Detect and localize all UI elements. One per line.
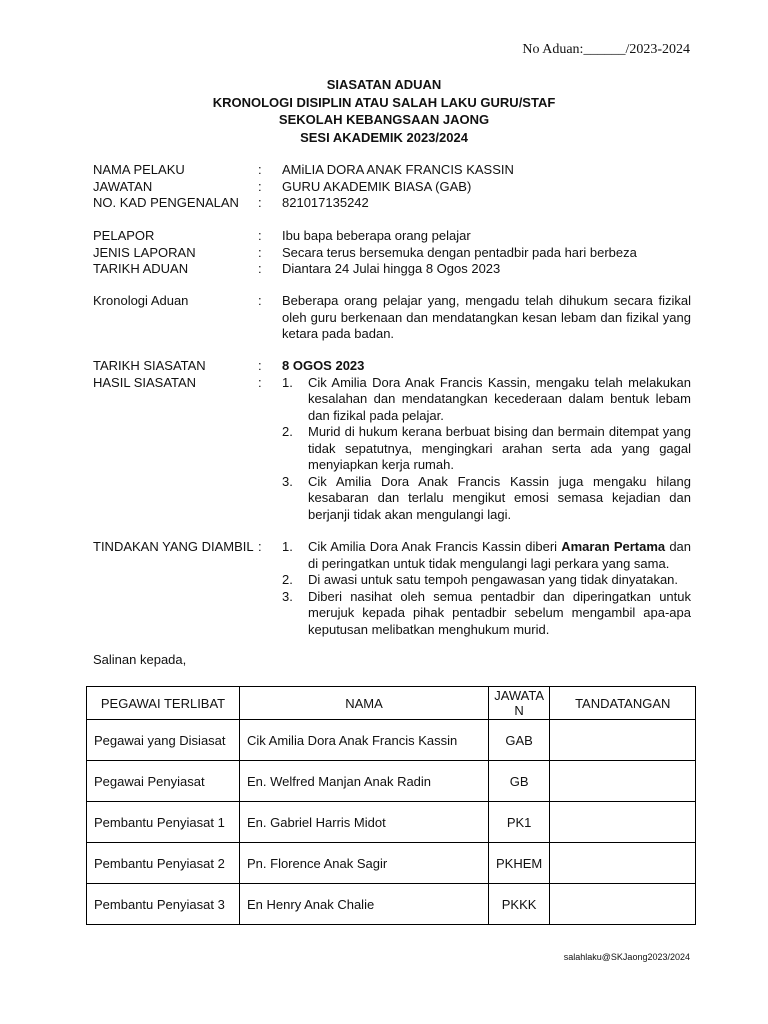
list-item bbox=[282, 572, 691, 589]
action-taken bbox=[93, 539, 691, 638]
warning-emphasis: Amaran Pertama bbox=[561, 539, 666, 554]
field-label: JAWATAN bbox=[93, 178, 153, 194]
item-text: Cik Amilia Dora Anak Francis Kassin juga mengaku hilang kesabaran dan terlalu mengikut emosi semasa kejadian dan berjanji tidak akan mengulangi lagi. bbox=[308, 473, 691, 522]
table-cell: PK1 bbox=[489, 802, 550, 843]
field-value: 821017135242 bbox=[282, 195, 369, 210]
item-number: 1. bbox=[282, 374, 293, 390]
list-item bbox=[282, 375, 691, 425]
table-cell: GAB bbox=[489, 720, 550, 761]
signature-cell[interactable] bbox=[550, 802, 696, 843]
header-subtitle: KRONOLOGI DISIPLIN ATAU SALAH LAKU GURU/STAF bbox=[212, 94, 556, 110]
item-number: 3. bbox=[282, 473, 293, 489]
list-item bbox=[282, 589, 691, 639]
item-number: 3. bbox=[282, 588, 293, 604]
field-colon: : bbox=[258, 228, 262, 243]
field-jenis-laporan bbox=[93, 245, 691, 262]
field-value: AMiLIA DORA ANAK FRANCIS KASSIN bbox=[282, 162, 514, 177]
table-cell: Pegawai Penyiasat bbox=[87, 761, 240, 802]
field-label: PELAPOR bbox=[93, 228, 155, 243]
findings-list bbox=[282, 375, 691, 524]
table-cell: Pembantu Penyiasat 3 bbox=[87, 884, 240, 925]
field-label: TARIKH ADUAN bbox=[93, 261, 189, 276]
table-row bbox=[87, 843, 696, 884]
field-value: Diantara 24 Julai hingga 8 Ogos 2023 bbox=[282, 261, 501, 276]
item-text: Murid di hukum kerana berbuat bising dan bermain ditempat yang tidak sepatutnya, mengingkari arahan serta ada yang gagal menyiapkan kerja rumah. bbox=[308, 424, 691, 472]
signature-cell[interactable] bbox=[550, 720, 696, 761]
signature-cell[interactable] bbox=[550, 843, 696, 884]
report-info bbox=[93, 228, 691, 278]
item-number: 2. bbox=[282, 424, 293, 439]
table-row bbox=[87, 802, 696, 843]
document-header bbox=[0, 76, 768, 146]
item-number: 1. bbox=[282, 539, 293, 554]
item-text bbox=[308, 539, 691, 572]
item-text-part: Cik Amilia Dora Anak Francis Kassin diberi bbox=[308, 539, 562, 554]
field-kad-pengenalan bbox=[93, 195, 691, 212]
column-header: NAMA bbox=[240, 687, 489, 720]
column-header: JAWATA N bbox=[489, 687, 550, 720]
field-colon: : bbox=[258, 358, 262, 373]
field-colon: : bbox=[258, 293, 262, 308]
header-title: SIASATAN ADUAN bbox=[326, 77, 442, 92]
actions-list bbox=[282, 539, 691, 638]
table-row bbox=[87, 761, 696, 802]
header-school: SEKOLAH KEBANGSAAN JAONG bbox=[278, 112, 490, 127]
column-header: PEGAWAI TERLIBAT bbox=[87, 687, 240, 720]
offender-info bbox=[93, 162, 691, 212]
field-label: Kronologi Aduan bbox=[93, 293, 189, 308]
field-pelapor bbox=[93, 228, 691, 245]
field-nama-pelaku bbox=[93, 162, 691, 179]
field-jawatan bbox=[93, 179, 691, 196]
table-cell: PKHEM bbox=[489, 843, 550, 884]
officers-table bbox=[86, 686, 696, 925]
field-tindakan bbox=[93, 539, 691, 638]
field-hasil-siasatan bbox=[93, 375, 691, 524]
item-text: Cik Amilia Dora Anak Francis Kassin, mengaku telah melakukan kesalahan dan mendatangkan kecederaan dalam bentuk lebam dan fizikal pada pelajar. bbox=[308, 374, 691, 423]
field-tarikh-siasatan bbox=[93, 358, 691, 375]
item-text: Di awasi untuk satu tempoh pengawasan yang tidak dinyatakan. bbox=[308, 572, 679, 587]
field-label: NO. KAD PENGENALAN bbox=[93, 195, 239, 210]
list-item bbox=[282, 539, 691, 572]
field-colon: : bbox=[258, 374, 262, 390]
field-label: NAMA PELAKU bbox=[93, 162, 185, 177]
table-cell: Pn. Florence Anak Sagir bbox=[240, 843, 489, 884]
field-value: Beberapa orang pelajar yang, mengadu telah dihukum secara fizikal oleh guru berkenaan dan mendatangkan kesan lebam dan fizikal yang ketara pada badan. bbox=[282, 293, 691, 341]
signature-cell[interactable] bbox=[550, 884, 696, 925]
complaint-number: No Aduan:______/2023-2024 bbox=[522, 42, 690, 57]
column-header: TANDATANGAN bbox=[550, 687, 696, 720]
table-header-row bbox=[87, 687, 696, 720]
table-cell: PKKK bbox=[489, 884, 550, 925]
list-item bbox=[282, 474, 691, 524]
table-cell: En Henry Anak Chalie bbox=[240, 884, 489, 925]
item-number: 2. bbox=[282, 572, 293, 587]
footer-reference: salahlaku@SKJaong2023/2024 bbox=[563, 952, 690, 962]
signature-cell[interactable] bbox=[550, 761, 696, 802]
field-colon: : bbox=[258, 539, 262, 554]
field-value: Ibu bapa beberapa orang pelajar bbox=[282, 228, 471, 243]
field-label: TARIKH SIASATAN bbox=[93, 358, 206, 373]
item-text: Diberi nasihat oleh semua pentadbir dan diperingatkan untuk merujuk kepada pihak pentadbir sebelum mengambil apa-apa keputusan melibatkan menghukum murid. bbox=[308, 588, 691, 637]
field-label: TINDAKAN YANG DIAMBIL bbox=[93, 539, 254, 554]
header-session: SESI AKADEMIK 2023/2024 bbox=[300, 129, 468, 145]
field-label: HASIL SIASATAN bbox=[93, 374, 197, 390]
table-cell: En. Gabriel Harris Midot bbox=[240, 802, 489, 843]
field-kronologi bbox=[93, 293, 691, 343]
copy-to-label: Salinan kepada, bbox=[93, 652, 187, 667]
field-colon: : bbox=[258, 162, 262, 177]
field-value: Secara terus bersemuka dengan pentadbir pada hari berbeza bbox=[282, 244, 637, 260]
table-row bbox=[87, 884, 696, 925]
complaint-chronology bbox=[93, 293, 691, 343]
field-tarikh-aduan bbox=[93, 261, 691, 278]
table-cell: En. Welfred Manjan Anak Radin bbox=[240, 761, 489, 802]
field-colon: : bbox=[258, 244, 262, 260]
field-value: GURU AKADEMIK BIASA (GAB) bbox=[282, 178, 472, 194]
investigation-info bbox=[93, 358, 691, 523]
table-cell: Cik Amilia Dora Anak Francis Kassin bbox=[240, 720, 489, 761]
field-label: JENIS LAPORAN bbox=[93, 244, 196, 260]
item-text-part: dan di peringatkan untuk tidak mengulangi lagi perkara yang sama. bbox=[308, 539, 692, 571]
table-cell: Pembantu Penyiasat 1 bbox=[87, 802, 240, 843]
field-colon: : bbox=[258, 261, 262, 276]
list-item bbox=[282, 424, 691, 474]
field-colon: : bbox=[258, 178, 262, 194]
field-value: 8 OGOS 2023 bbox=[282, 358, 365, 373]
field-colon: : bbox=[258, 195, 262, 210]
table-row bbox=[87, 720, 696, 761]
table-cell: Pembantu Penyiasat 2 bbox=[87, 843, 240, 884]
table-cell: Pegawai yang Disiasat bbox=[87, 720, 240, 761]
table-cell: GB bbox=[489, 761, 550, 802]
